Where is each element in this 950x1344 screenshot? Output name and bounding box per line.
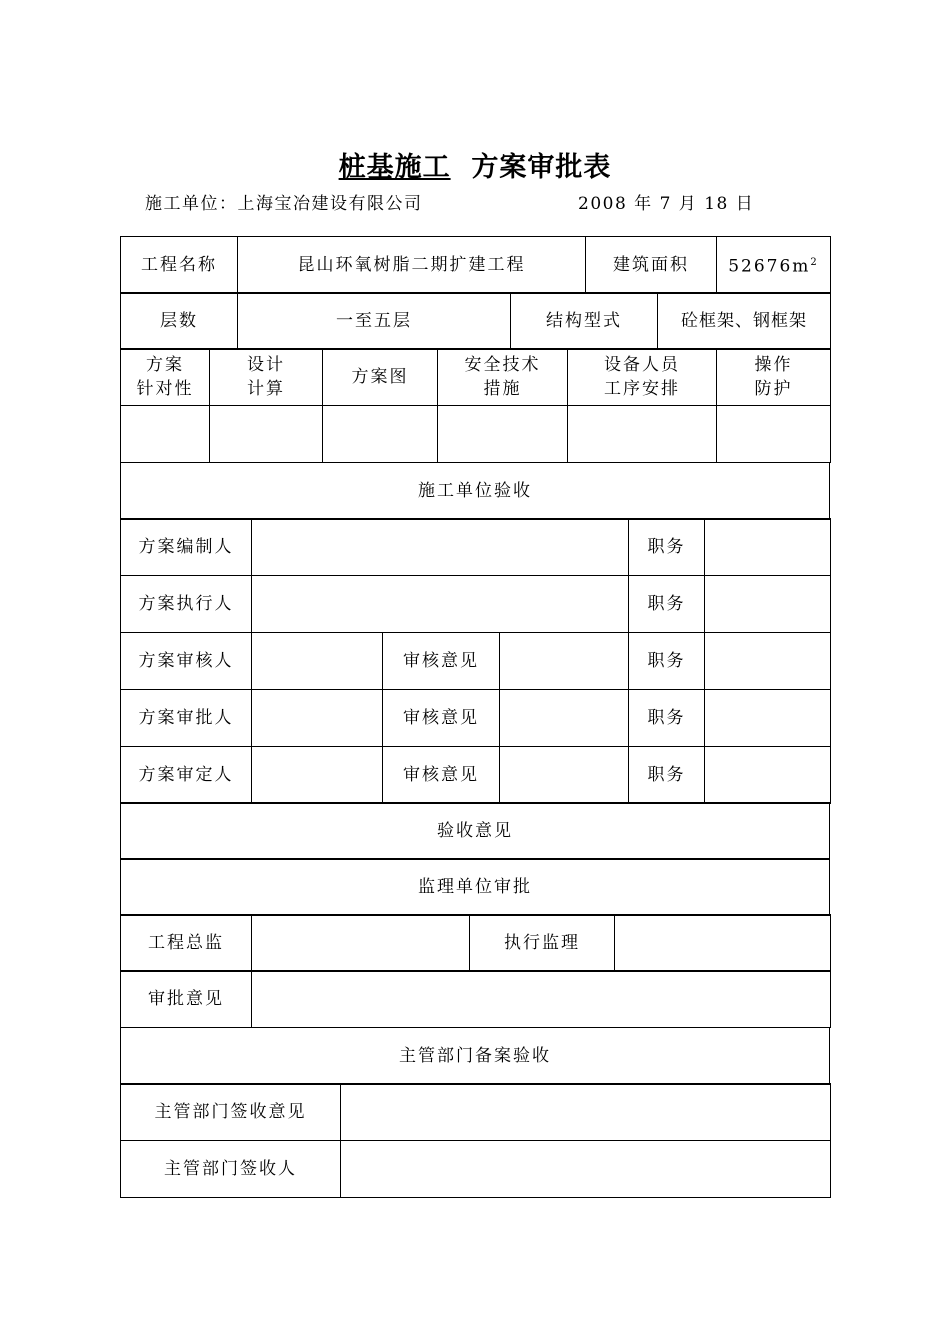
position-label: 职务 [629, 747, 705, 804]
position-field[interactable] [705, 576, 831, 633]
authority-title: 主管部门备案验收 [121, 1028, 830, 1085]
checklist-entry-row [121, 406, 831, 463]
project-name-value: 昆山环氧树脂二期扩建工程 [238, 237, 586, 294]
structure-label: 结构型式 [511, 293, 658, 350]
acceptance-opinion: 验收意见 [121, 803, 830, 860]
chief-supervisor-label: 工程总监 [121, 915, 252, 972]
compiler-executor-table [120, 518, 831, 633]
area-value: $52676m^2$ [717, 237, 831, 294]
checklist-header-operation-protection: 操作 防护 [717, 349, 831, 406]
floors-value: 一至五层 [238, 293, 511, 350]
position-field[interactable] [705, 633, 831, 690]
checklist-cell[interactable] [438, 406, 568, 463]
authority-table [120, 1083, 831, 1198]
construction-acceptance-title-row [120, 462, 830, 520]
structure-value: 砼框架、钢框架 [658, 293, 831, 350]
construction-unit: 施工单位：上海宝冶建设有限公司 [145, 194, 423, 214]
review-opinion-label: 审核意见 [383, 747, 500, 804]
checklist-cell[interactable] [323, 406, 438, 463]
document-title [0, 145, 950, 184]
review-opinion-field[interactable] [500, 633, 629, 690]
review-opinion-field[interactable] [500, 690, 629, 747]
compiler-label: 方案编制人 [121, 519, 252, 576]
executor-label: 方案执行人 [121, 576, 252, 633]
checklist-header-plan-drawing: 方案图 [323, 349, 438, 406]
position-label: 职务 [629, 519, 705, 576]
checklist-table [120, 348, 831, 463]
finalizer-label: 方案审定人 [121, 747, 252, 804]
title-part1: 桩基施工 [338, 152, 451, 183]
approval-opinion-field[interactable] [252, 971, 831, 1028]
review-opinion-label: 审核意见 [383, 633, 500, 690]
executive-supervisor-label: 执行监理 [470, 915, 615, 972]
approval-opinion-label: 审批意见 [121, 971, 252, 1028]
form-date: 2008 年 7 月 18 日 [578, 194, 755, 214]
checklist-cell[interactable] [210, 406, 323, 463]
chief-supervisor-field[interactable] [252, 915, 470, 972]
checklist-cell[interactable] [717, 406, 831, 463]
checklist-header-equipment-staff: 设备人员 工序安排 [568, 349, 717, 406]
checklist-header-targeting: 方案 针对性 [121, 349, 210, 406]
checklist-cell[interactable] [121, 406, 210, 463]
position-field[interactable] [705, 519, 831, 576]
floors-row [120, 292, 831, 350]
executor-field[interactable] [252, 576, 629, 633]
approver-label: 方案审批人 [121, 690, 252, 747]
authority-signer-field[interactable] [341, 1141, 831, 1198]
review-opinion-field[interactable] [500, 747, 629, 804]
supervision-title: 监理单位审批 [121, 859, 830, 916]
executive-supervisor-field[interactable] [615, 915, 831, 972]
floors-label: 层数 [121, 293, 238, 350]
checklist-header-safety-measures: 安全技术 措施 [438, 349, 568, 406]
position-label: 职务 [629, 633, 705, 690]
position-field[interactable] [705, 690, 831, 747]
checklist-cell[interactable] [568, 406, 717, 463]
authority-opinion-label: 主管部门签收意见 [121, 1084, 341, 1141]
area-label: 建筑面积 [586, 237, 717, 294]
authority-title-row [120, 1027, 830, 1085]
approver-field[interactable] [252, 690, 383, 747]
checklist-header-row [121, 349, 831, 406]
compiler-field[interactable] [252, 519, 629, 576]
project-info-row [120, 236, 831, 294]
authority-opinion-field[interactable] [341, 1084, 831, 1141]
supervision-title-row [120, 858, 830, 916]
construction-acceptance-title: 施工单位验收 [121, 463, 830, 520]
supervision-table [120, 914, 831, 972]
finalizer-field[interactable] [252, 747, 383, 804]
position-field[interactable] [705, 747, 831, 804]
review-table [120, 632, 831, 804]
position-label: 职务 [629, 576, 705, 633]
acceptance-opinion-row [120, 802, 830, 860]
review-opinion-label: 审核意见 [383, 690, 500, 747]
authority-signer-label: 主管部门签收人 [121, 1141, 341, 1198]
checklist-header-design-calc: 设计 计算 [210, 349, 323, 406]
supervision-opinion-table [120, 970, 831, 1028]
position-label: 职务 [629, 690, 705, 747]
project-name-label: 工程名称 [121, 237, 238, 294]
title-part2: 方案审批表 [471, 152, 612, 183]
reviewer-field[interactable] [252, 633, 383, 690]
reviewer-label: 方案审核人 [121, 633, 252, 690]
